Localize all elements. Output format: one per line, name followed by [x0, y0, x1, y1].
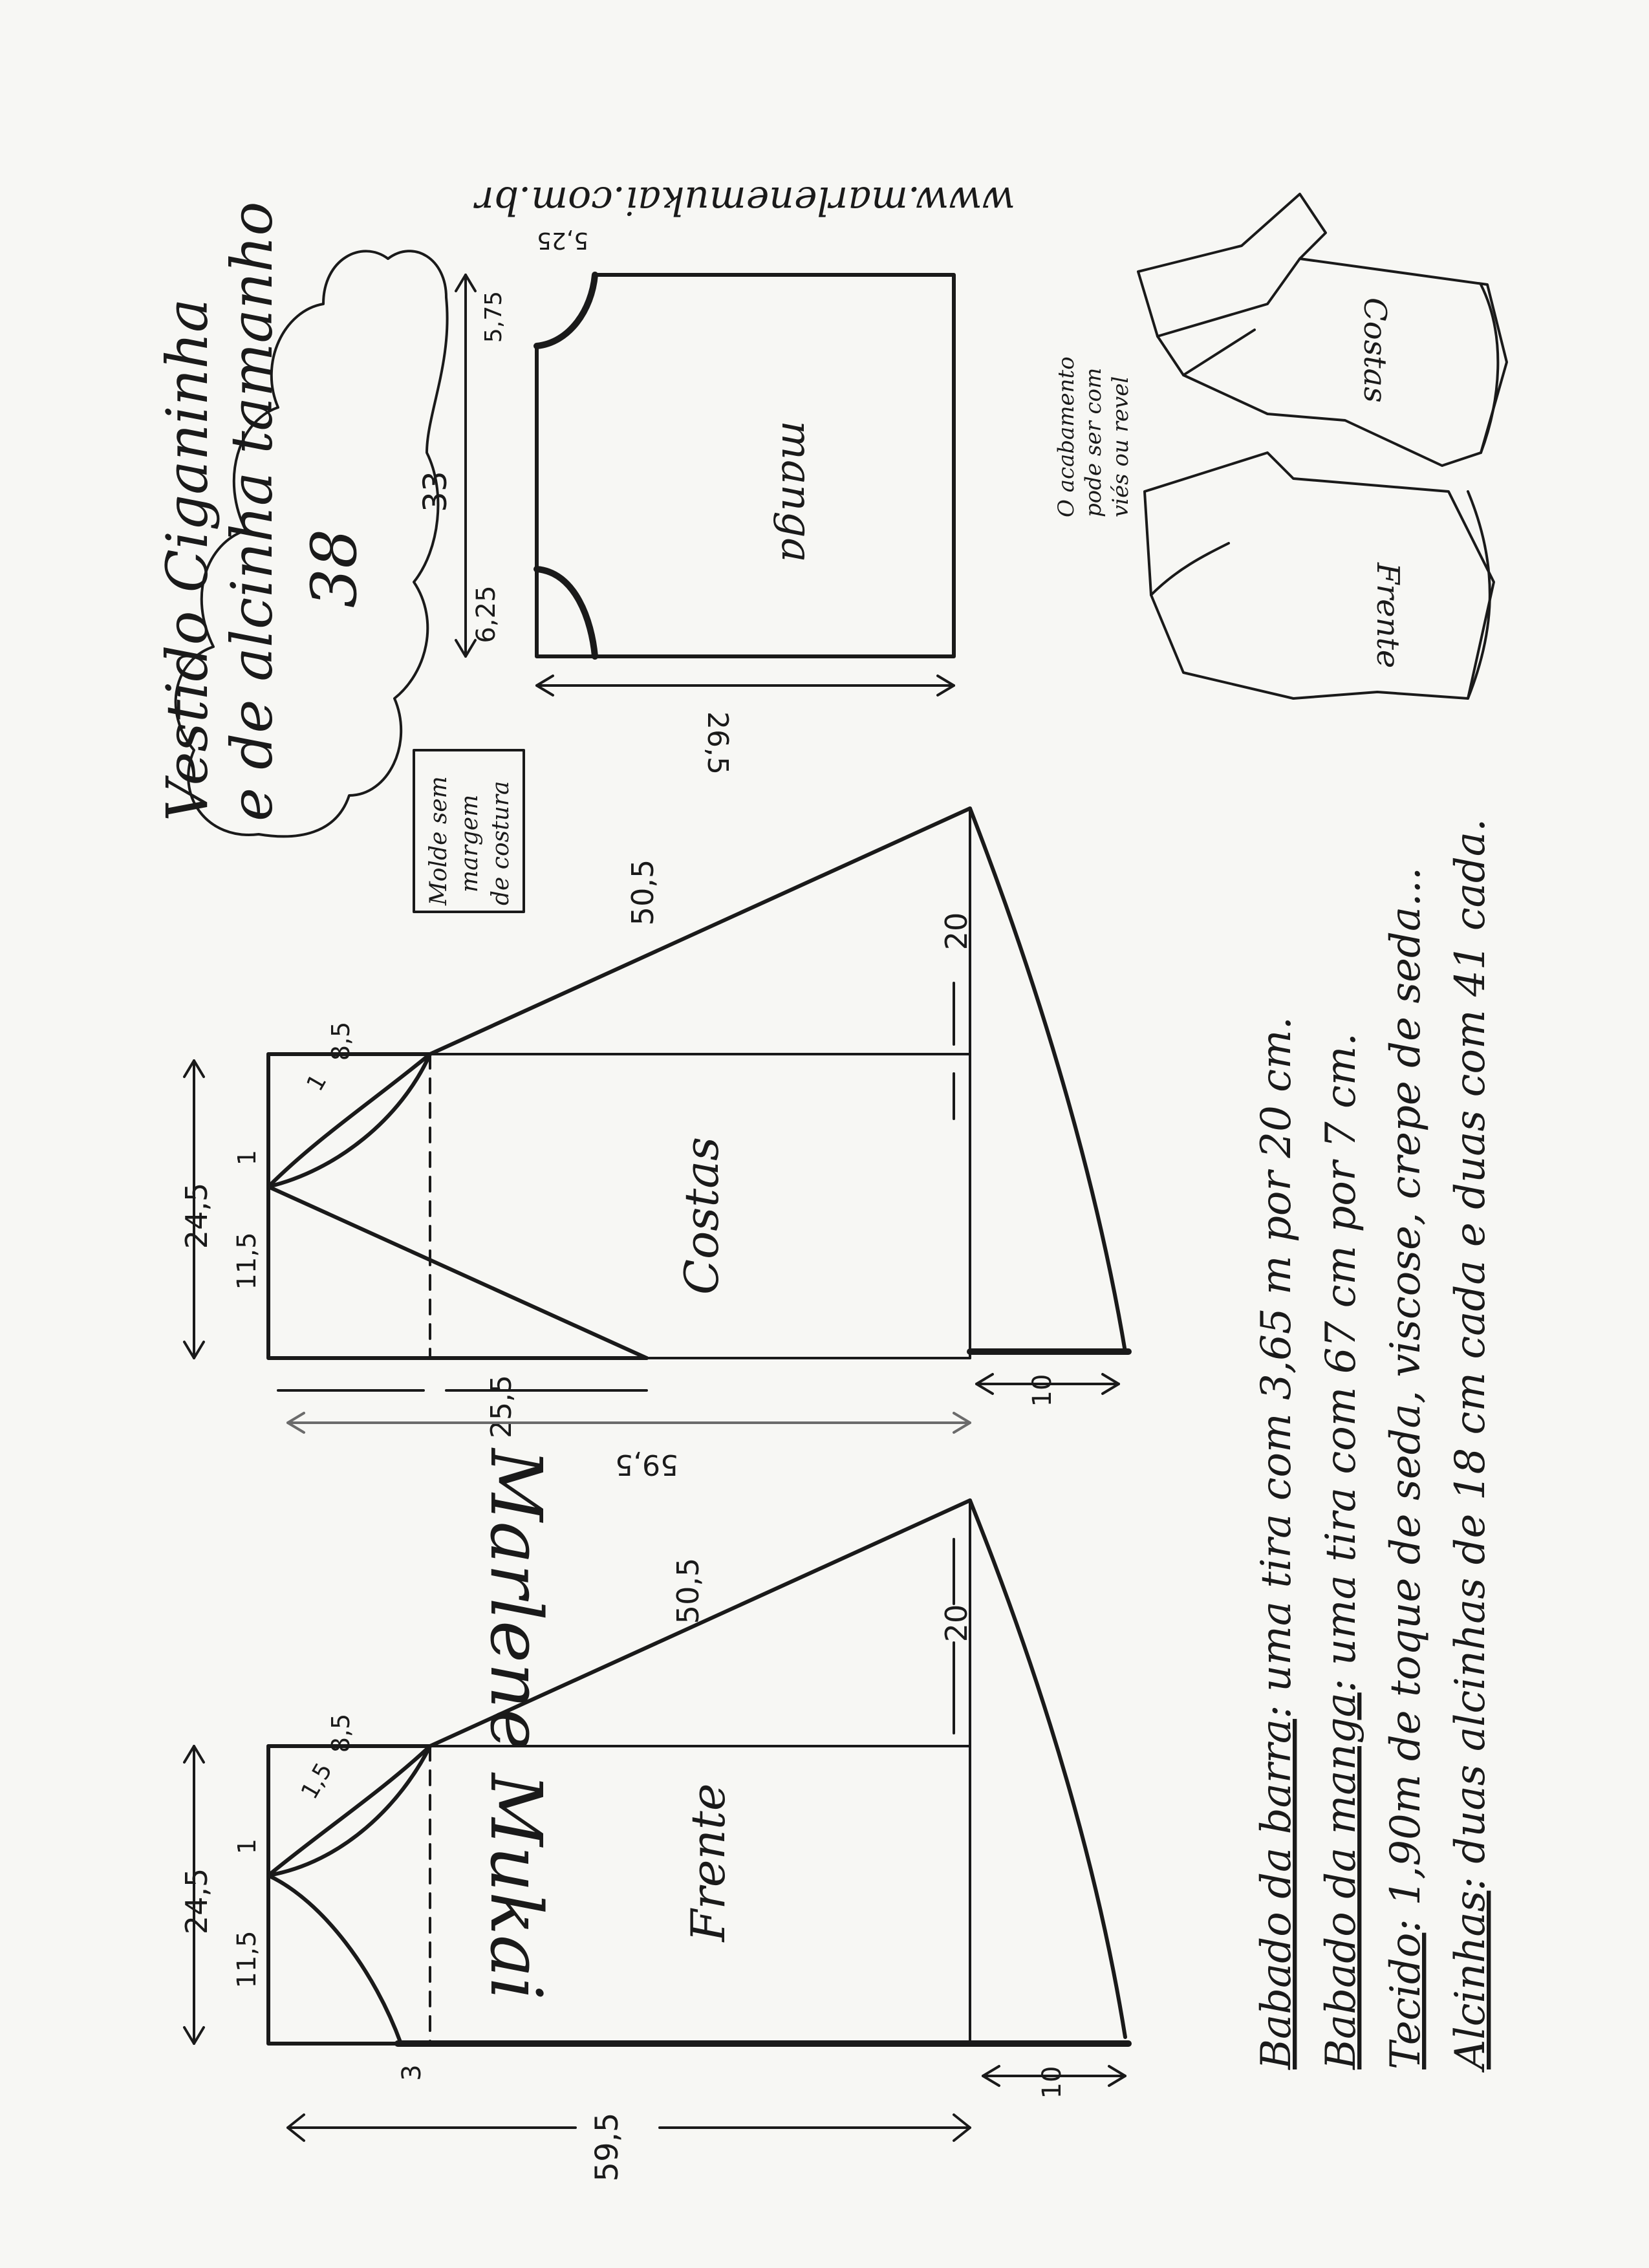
- costas-width: 24,5: [179, 1182, 214, 1249]
- frente-piece: [179, 1500, 1128, 2181]
- sketch-front-label: Frente: [1370, 563, 1406, 669]
- frente-total-length: 59,5: [589, 2112, 625, 2182]
- manga-top-curve: 5,75: [480, 290, 507, 343]
- svg-text:de costura: de costura: [488, 781, 514, 905]
- frente-rise: 1: [233, 1838, 261, 1855]
- frente-side: 50,5: [671, 1557, 706, 1625]
- no-seam-note: [414, 750, 524, 912]
- title-line-2: e de alcinha tamanho: [219, 201, 285, 821]
- costas-neck-width: 11,5: [232, 1232, 262, 1290]
- costas-rise: 1: [233, 1149, 261, 1166]
- instructions: [1253, 819, 1494, 2073]
- manga-width: 26,5: [701, 711, 734, 775]
- frente-neck-width: 11,5: [232, 1930, 262, 1989]
- frente-width: 24,5: [179, 1868, 214, 1935]
- frente-armhole-depth: 8,5: [327, 1713, 355, 1753]
- manga-label: manga: [772, 420, 820, 563]
- instruction-1: Babado da barra: uma tira com 3,65 m por 20 cm.: [1253, 1016, 1300, 2069]
- costas-label: Costas: [674, 1136, 729, 1295]
- svg-text:Molde sem: Molde sem: [426, 776, 452, 905]
- svg-text:viés ou revel: viés ou revel: [1108, 376, 1134, 517]
- instruction-4: Alcinhas: duas alcinhas de 18 cm cada e duas com 41 cada.: [1447, 818, 1494, 2069]
- title-size: 38: [298, 528, 371, 608]
- website-url: www.marlenemukai.com.br: [475, 178, 1015, 223]
- signature: Marlene Mukai: [475, 1449, 557, 2000]
- frente-label: Frente: [681, 1783, 735, 1942]
- title-line-1: Vestido Ciganinha: [154, 298, 221, 821]
- costas-side: 50,5: [625, 859, 660, 926]
- manga-height: 33: [416, 471, 454, 512]
- dress-sketch-back: [1138, 194, 1507, 466]
- dress-sketch-front: [1145, 453, 1494, 698]
- costas-piece: [179, 808, 1128, 1481]
- frente-armhole-curve: 1,5: [296, 1758, 338, 1804]
- frente-hem: 10: [1037, 2066, 1067, 2099]
- instruction-2: Babado da manga: uma tira com 67 cm por 7 cm.: [1317, 1033, 1365, 2069]
- manga-top-offset: 5,25: [536, 227, 589, 254]
- svg-text:O acabamento: O acabamento: [1053, 356, 1079, 517]
- frente-hem-rise: 20: [939, 1604, 974, 1643]
- manga-piece: [416, 227, 954, 775]
- costas-hem: 10: [1028, 1374, 1057, 1407]
- svg-text:margem: margem: [457, 794, 483, 892]
- svg-text:pode ser com: pode ser com: [1081, 367, 1106, 517]
- costas-armhole-depth: 8,5: [327, 1021, 355, 1061]
- costas-total-length: 59,5: [615, 1448, 678, 1481]
- instruction-3: Tecido: 1,90m de toque de seda, viscose, crepe de seda...: [1382, 867, 1430, 2069]
- manga-bottom-curve: 6,25: [471, 585, 501, 643]
- title-cloud: [154, 202, 447, 837]
- costas-armhole-curve: 1: [301, 1070, 332, 1096]
- costas-center-length: 25,5: [485, 1375, 518, 1438]
- sketch-back-label: Costas: [1357, 297, 1393, 403]
- costas-hem-rise: 20: [939, 912, 974, 951]
- finish-note: [1053, 356, 1134, 517]
- frente-neck-drop: 3: [397, 2064, 427, 2081]
